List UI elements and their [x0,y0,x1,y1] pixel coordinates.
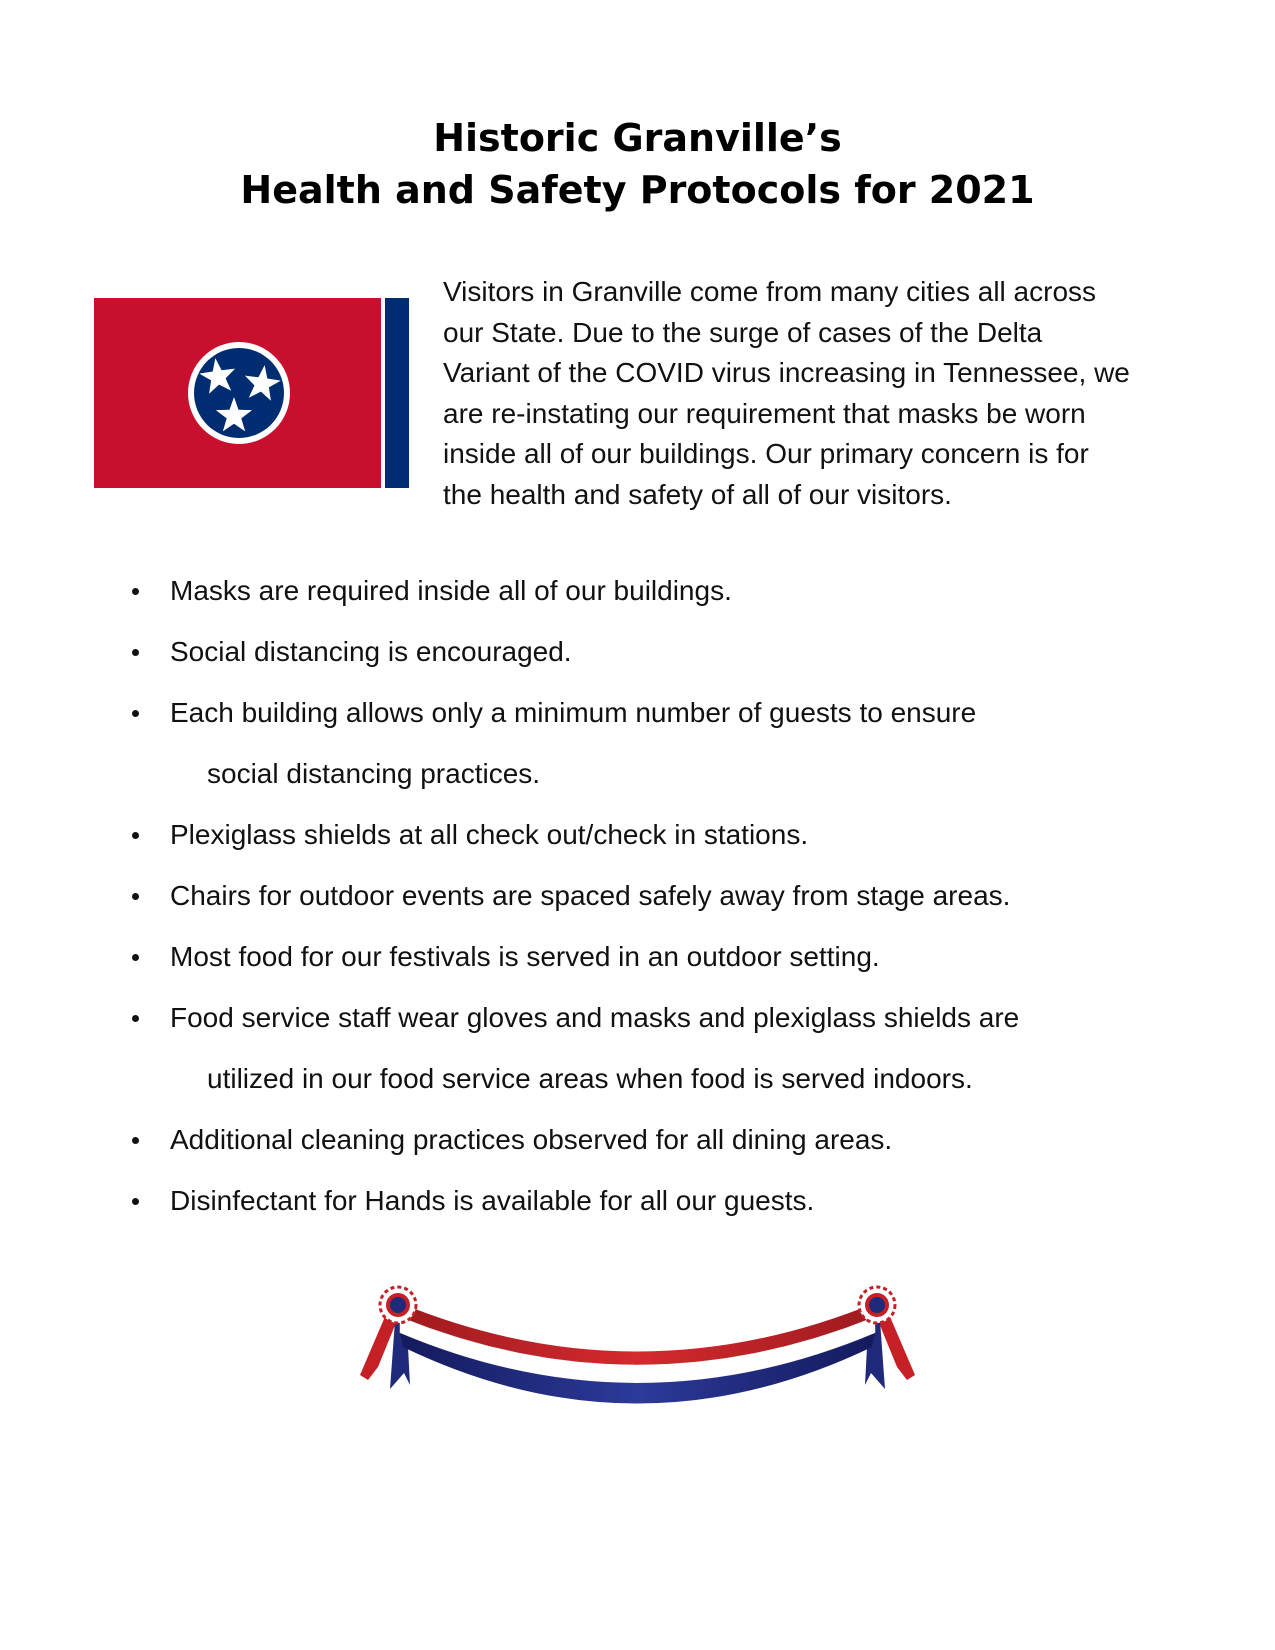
intro-line: the health and safety of all of our visitors. [443,478,952,510]
list-item-text: Food service staff wear gloves and masks and plexiglass shields are [170,1002,1020,1033]
list-item [124,1170,1204,1231]
list-item-text: Masks are required inside all of our buildings. [170,575,732,606]
list-item [124,560,1204,621]
list-item [124,621,1204,682]
list-item [124,987,1204,1109]
intro-line: Variant of the COVID virus increasing in Tennessee, we [443,357,1130,388]
list-item [124,682,1204,804]
list-item-text: Most food for our festivals is served in an outdoor setting. [170,941,880,972]
protocol-list [124,560,1204,1231]
intro-line: our State. Due to the surge of cases of the Delta [443,316,1043,348]
list-item-text: Disinfectant for Hands is available for all our guests. [170,1185,815,1216]
title-line-1: Historic Granville’s [433,116,842,160]
title-line-2: Health and Safety Protocols for 2021 [240,168,1035,212]
list-item-text: Plexiglass shields at all check out/check in stations. [170,819,809,850]
list-item [124,926,1204,987]
bullet-icon [132,588,139,595]
list-item-text: Chairs for outdoor events are spaced safely away from stage areas. [170,880,1011,911]
list-item-text: Each building allows only a minimum number of guests to ensure [170,697,977,728]
list-item [124,865,1204,926]
list-item-continuation: social distancing practices. [207,758,541,789]
list-item-continuation: utilized in our food service areas when food is served indoors. [207,1063,973,1094]
bullet-icon [132,954,139,961]
list-item [124,804,1204,865]
list-item-text: Additional cleaning practices observed for all dining areas. [170,1124,893,1155]
list-item [124,1109,1204,1170]
intro-line: are re-instating our requirement that masks be worn [443,397,1086,429]
bullet-icon [132,710,139,717]
bullet-icon [132,1137,139,1144]
bullet-icon [132,649,139,656]
page-title [0,112,1275,216]
bullet-icon [132,1015,139,1022]
bullet-icon [132,893,139,900]
intro-paragraph [443,272,1203,515]
intro-line: Visitors in Granville come from many cities all across [443,276,1097,307]
bullet-icon [132,1198,139,1205]
tennessee-flag-icon [94,298,409,488]
list-item-text: Social distancing is encouraged. [170,636,572,667]
intro-line: inside all of our buildings. Our primary concern is for [443,438,1089,469]
patriotic-bunting-icon [360,1285,915,1455]
bullet-icon [132,832,139,839]
